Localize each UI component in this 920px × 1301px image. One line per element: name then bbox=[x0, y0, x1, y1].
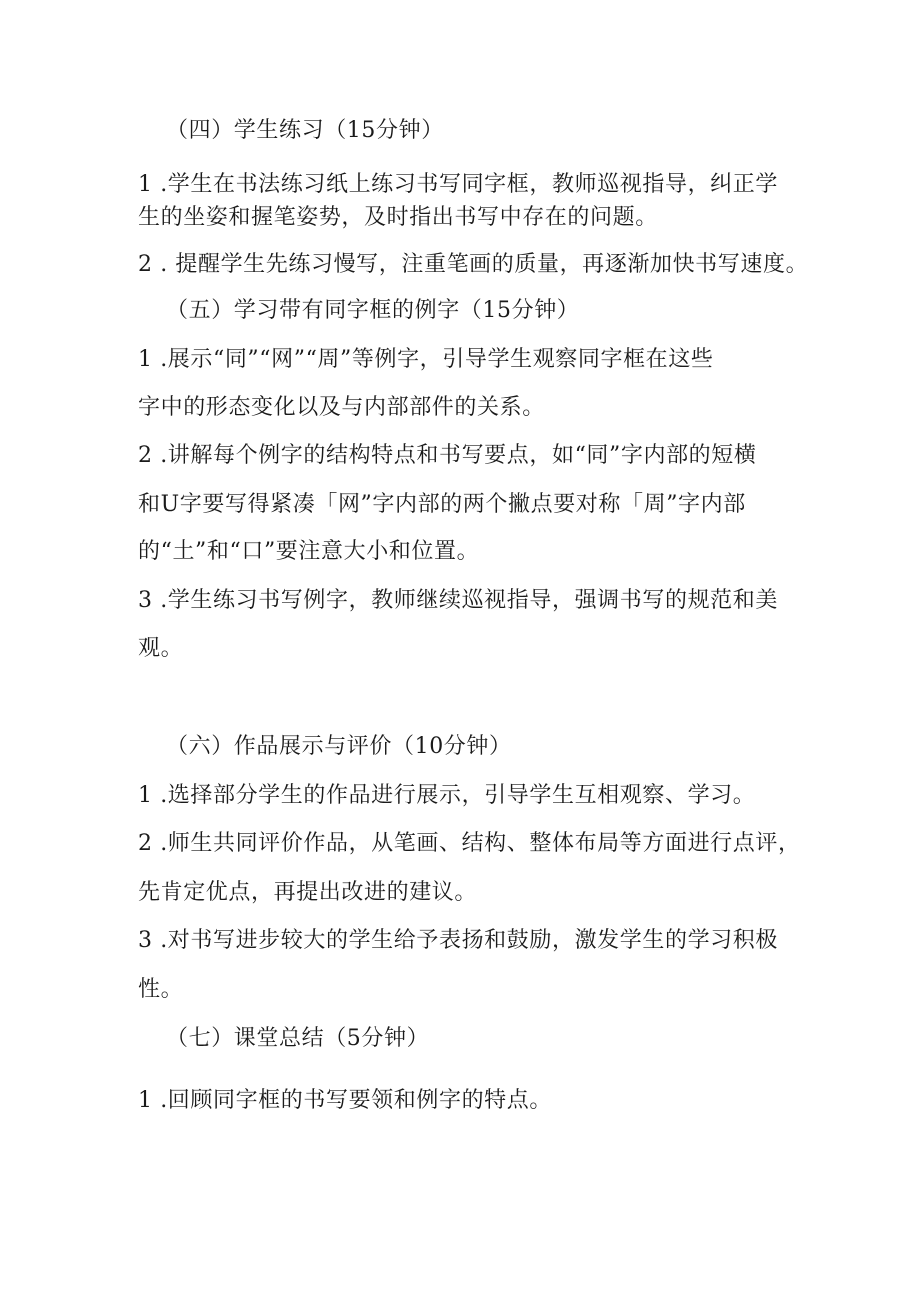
paragraph-line: 和U字要写得紧凑「网”字内部的两个撇点要对称「周”字内部 bbox=[138, 492, 746, 517]
paragraph-line: 1 .展示“同”“网”“周”等例字，引导学生观察同字框在这些 bbox=[138, 347, 714, 372]
paragraph-line: 1 .学生在书法练习纸上练习书写同字框，教师巡视指导，纠正学 bbox=[138, 172, 778, 197]
paragraph-line: 3 .学生练习书写例字，教师继续巡视指导，强调书写的规范和美 bbox=[138, 588, 778, 613]
paragraph-line: 3 .对书写进步较大的学生给予表扬和鼓励，激发学生的学习积极 bbox=[138, 928, 778, 953]
section-heading-7: （七）课堂总结（5分钟） bbox=[166, 1026, 430, 1051]
paragraph-line: 观。 bbox=[138, 636, 184, 661]
paragraph-line: 生的坐姿和握笔姿势，及时指出书写中存在的问题。 bbox=[138, 205, 658, 230]
paragraph-line: 2 . 提醒学生先练习慢写，注重笔画的质量，再逐渐加快书写速度。 bbox=[138, 252, 809, 277]
section-heading-6: （六）作品展示与评价（10分钟） bbox=[166, 734, 512, 759]
paragraph-line: 2 .讲解每个例字的结构特点和书写要点，如“同”字内部的短横 bbox=[138, 443, 757, 468]
paragraph-line: 的“土”和“口”要注意大小和位置。 bbox=[138, 539, 480, 564]
paragraph-line: 1 .回顾同字框的书写要领和例字的特点。 bbox=[138, 1088, 552, 1113]
section-heading-4: （四）学生练习（15分钟） bbox=[166, 118, 444, 143]
paragraph-line: 性。 bbox=[138, 977, 184, 1002]
paragraph-line: 2 .师生共同评价作品，从笔画、结构、整体布局等方面进行点评， bbox=[138, 831, 801, 856]
paragraph-line: 先肯定优点，再提出改进的建议。 bbox=[138, 880, 478, 905]
paragraph-line: 1 .选择部分学生的作品进行展示，引导学生互相观察、学习。 bbox=[138, 783, 756, 808]
paragraph-line: 字中的形态变化以及与内部部件的关系。 bbox=[138, 395, 545, 420]
section-heading-5: （五）学习带有同字框的例字（15分钟） bbox=[166, 298, 580, 323]
